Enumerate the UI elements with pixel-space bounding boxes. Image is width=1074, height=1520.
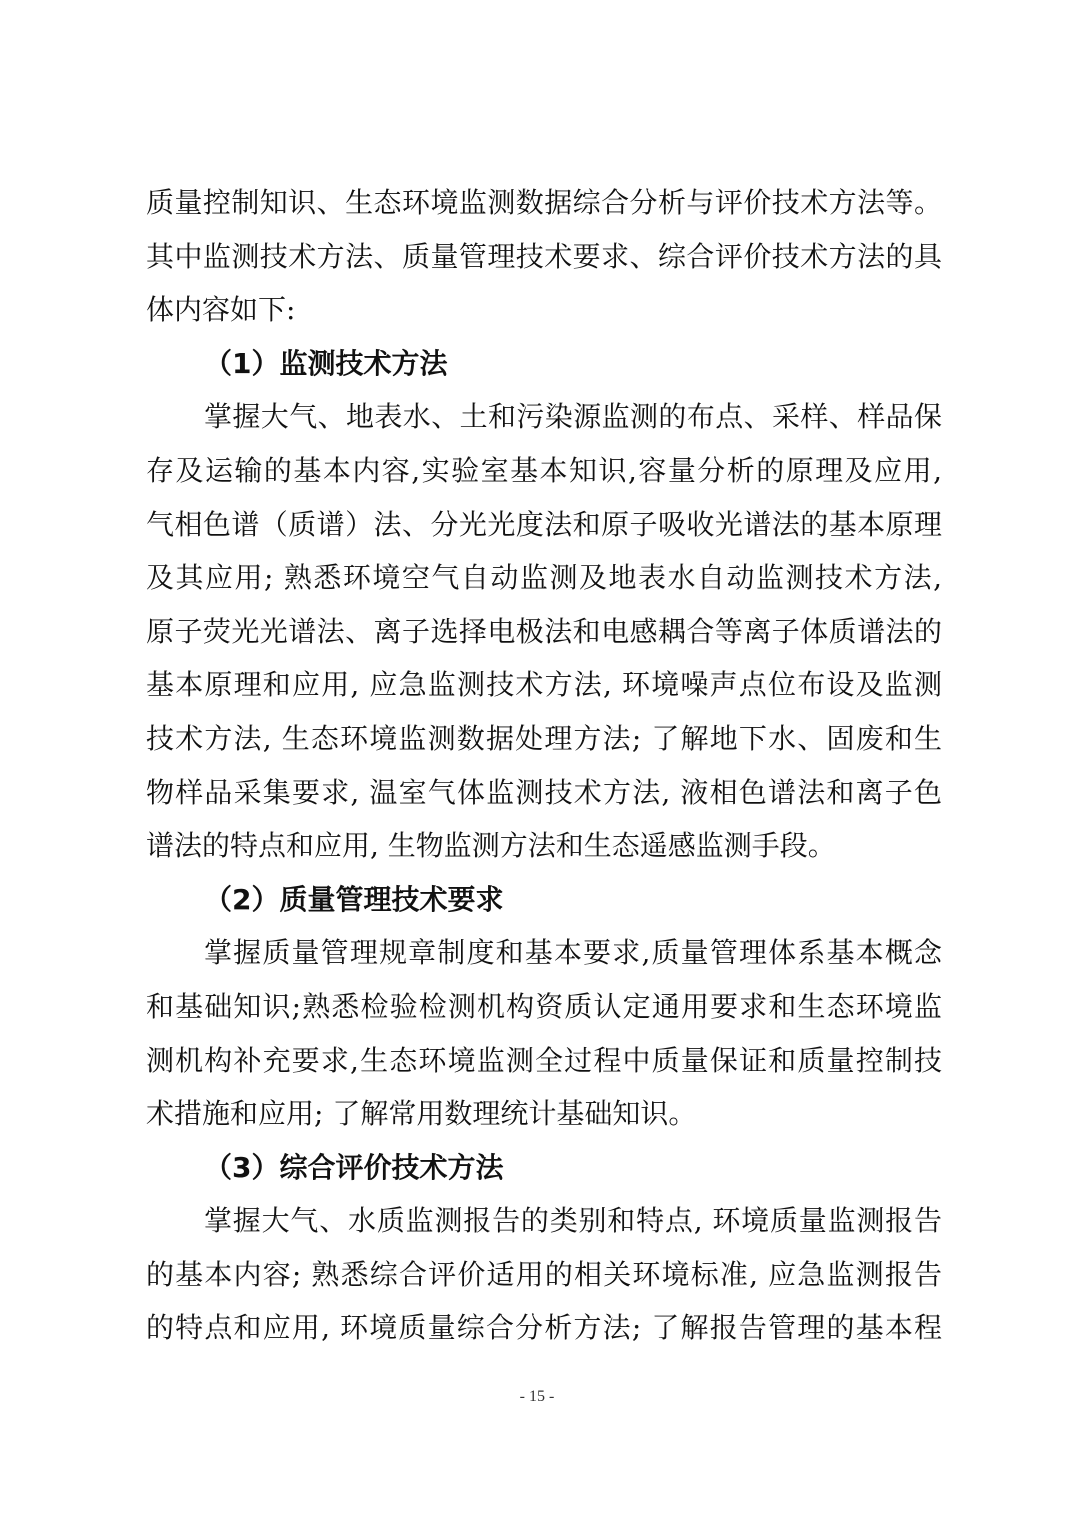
paragraph-line: 和基础知识;熟悉检验检测机构资质认定通用要求和生态环境监 <box>146 989 942 1023</box>
paragraph-line: 物样品采集要求, 温室气体监测技术方法, 液相色谱法和离子色 <box>146 775 942 809</box>
paragraph-line: 测机构补充要求,生态环境监测全过程中质量保证和质量控制技 <box>146 1043 942 1077</box>
paragraph-line: 存及运输的基本内容,实验室基本知识,容量分析的原理及应用, <box>146 453 942 487</box>
paragraph-line: 其中监测技术方法、质量管理技术要求、综合评价技术方法的具 <box>146 239 942 273</box>
section-heading-comprehensive-evaluation: （3）综合评价技术方法 <box>204 1150 504 1184</box>
paragraph-line: 的特点和应用, 环境质量综合分析方法; 了解报告管理的基本程 <box>146 1311 942 1345</box>
paragraph-line: 体内容如下: <box>146 293 296 327</box>
document-body <box>146 176 942 1355</box>
paragraph-line: 术措施和应用; 了解常用数理统计基础知识。 <box>146 1097 697 1131</box>
page-number: - 15 - <box>519 1388 555 1405</box>
section-heading-monitoring-methods: （1）监测技术方法 <box>204 346 448 380</box>
paragraph-line: 掌握大气、地表水、土和污染源监测的布点、采样、样品保 <box>204 400 942 434</box>
paragraph-line: 基本原理和应用, 应急监测技术方法, 环境噪声点位布设及监测 <box>146 668 942 702</box>
paragraph-line: 的基本内容; 熟悉综合评价适用的相关环境标准, 应急监测报告 <box>146 1257 942 1291</box>
paragraph-line: 掌握质量管理规章制度和基本要求,质量管理体系基本概念 <box>204 936 942 970</box>
section-heading-quality-management: （2）质量管理技术要求 <box>204 882 504 916</box>
paragraph-line: 气相色谱（质谱）法、分光光度法和原子吸收光谱法的基本原理 <box>146 507 942 541</box>
paragraph-line: 质量控制知识、生态环境监测数据综合分析与评价技术方法等。 <box>146 186 942 219</box>
paragraph-line: 谱法的特点和应用, 生物监测方法和生态遥感监测手段。 <box>146 829 836 863</box>
paragraph-line: 掌握大气、水质监测报告的类别和特点, 环境质量监测报告 <box>204 1204 942 1238</box>
paragraph-line: 技术方法, 生态环境监测数据处理方法; 了解地下水、固废和生 <box>146 721 942 755</box>
paragraph-line: 及其应用; 熟悉环境空气自动监测及地表水自动监测技术方法, <box>146 561 942 595</box>
paragraph-line: 原子荧光光谱法、离子选择电极法和电感耦合等离子体质谱法的 <box>146 614 942 648</box>
